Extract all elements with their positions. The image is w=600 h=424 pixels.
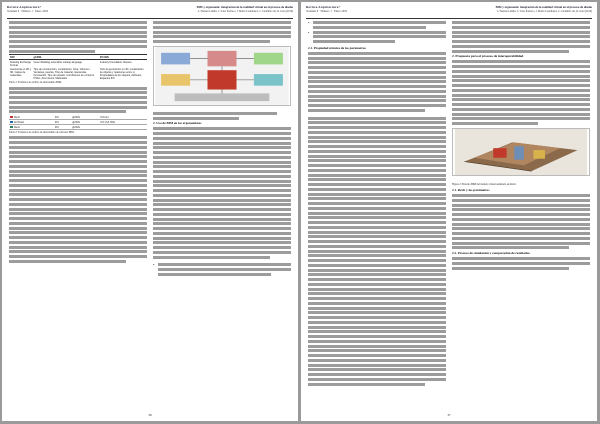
table-cell: Revit bbox=[9, 125, 54, 130]
table-cell: gbXML bbox=[71, 115, 99, 120]
table-cell: IFC bbox=[54, 115, 71, 120]
figure-caption: Figura 2: Entorno BIM del modelo virtual analizado en Revit. bbox=[452, 182, 517, 186]
bullet-item: • bbox=[308, 21, 446, 31]
article-authors: L. Fuentes Laniña, L. Soler Pacheco, J. Marin Castellanos, C. Jaramillo Gil, R. Grau (2019) bbox=[197, 10, 293, 13]
journal-issue: Volumen 6 · Número 1 · Enero 2019 bbox=[306, 10, 348, 13]
section-heading: 2. Uso de BIM en los ergonomistas bbox=[153, 121, 202, 126]
bullet-item: • bbox=[308, 31, 446, 45]
subsection-heading: 2.1. Revit y los parámetros bbox=[452, 188, 490, 193]
table-cell: Industry Foundation Classes bbox=[99, 60, 132, 64]
page-left bbox=[2, 2, 298, 421]
table-cell: Drawing Exchange Format bbox=[10, 60, 31, 67]
table-cell: Revit bbox=[9, 115, 54, 120]
table-cell: Tipo de construcción, Localización, Área, Volumen, Ventanas, puertas, Tipo de material, Ganancias, Iluminación, Tipo de espacio, Condiciones de contorno, HVAC, Aire interior, Materiales bbox=[33, 67, 95, 80]
right-page-column-1 bbox=[308, 21, 446, 387]
table-cell: Green Building extensible markup language bbox=[33, 60, 83, 64]
article-authors: L. Fuentes Laniña, L. Soler Pacheco, J. Marin Castellanos, C. Jaramillo Gil, R. Grau (2019) bbox=[496, 10, 592, 13]
table-2-caption: Tabla 2: Formatos de archivo de intercambio de software BIM. bbox=[9, 131, 75, 135]
page-number: 37 bbox=[447, 413, 451, 417]
table-row bbox=[9, 67, 147, 80]
software-icon bbox=[10, 126, 13, 128]
table-2 bbox=[9, 115, 147, 130]
table-cell: Archicad bbox=[9, 120, 54, 125]
table-1 bbox=[9, 54, 147, 80]
table-cell: IFCxml bbox=[100, 115, 147, 120]
table-cell: IFC bbox=[54, 125, 71, 130]
table-1-header: IFCXML bbox=[99, 55, 147, 60]
table-cell: IFC bbox=[54, 120, 71, 125]
journal-title: Revista Arquitectura+ bbox=[7, 5, 42, 9]
bullet-item: • bbox=[153, 263, 291, 277]
subsection-heading: 2.2. Proceso de simulación y comparación de resultados bbox=[452, 251, 530, 256]
page-right bbox=[301, 2, 597, 421]
journal-issue: Volumen 6 · Número 1 · Enero 2019 bbox=[7, 10, 49, 13]
running-header-left bbox=[7, 5, 293, 19]
left-page-column-2 bbox=[153, 21, 291, 278]
table-row bbox=[9, 125, 147, 130]
table-row bbox=[9, 60, 147, 68]
right-page-column-2 bbox=[452, 21, 590, 271]
table-1-header: gbXML bbox=[33, 55, 99, 60]
article-title: BIM y ergonomía: integración de la realidad virtual en el proceso de diseño bbox=[495, 5, 592, 9]
archicad-icon bbox=[10, 121, 13, 123]
table-cell: Todo lo geométrico en 3D, Localización de objetos y relaciones entre sí, Propiedades de los objetos, Atributos, Espacios IFC bbox=[99, 67, 144, 80]
figure-bim-model-render bbox=[452, 128, 590, 176]
figure-diagram-bim bbox=[153, 46, 291, 106]
section-heading: 2. Propuesta para el proceso de interoperabilidad bbox=[452, 54, 524, 59]
table-cell bbox=[100, 125, 147, 130]
table-cell: gbXML bbox=[71, 125, 99, 130]
table-cell: IFC 2x3 XML bbox=[100, 120, 147, 125]
subsection-heading: 2.1. Propiedad térmica de los parámetros bbox=[308, 45, 366, 50]
table-cell: Geometría en 2D y 3D, Capas de materiales bbox=[10, 67, 32, 77]
running-header-right bbox=[306, 5, 592, 19]
table-1-header: DXF bbox=[9, 55, 33, 60]
journal-title: Revista Arquitectura+ bbox=[306, 5, 341, 9]
left-page-column-1 bbox=[9, 21, 147, 265]
revit-icon bbox=[10, 116, 13, 118]
article-title: BIM y ergonomía: integración de la realidad virtual en el proceso de diseño bbox=[196, 5, 293, 9]
table-cell: gbXML bbox=[71, 120, 99, 125]
page-number: 36 bbox=[148, 413, 152, 417]
table-1-caption: Tabla 1: Formatos de archivo de intercambio BIM. bbox=[9, 81, 62, 85]
